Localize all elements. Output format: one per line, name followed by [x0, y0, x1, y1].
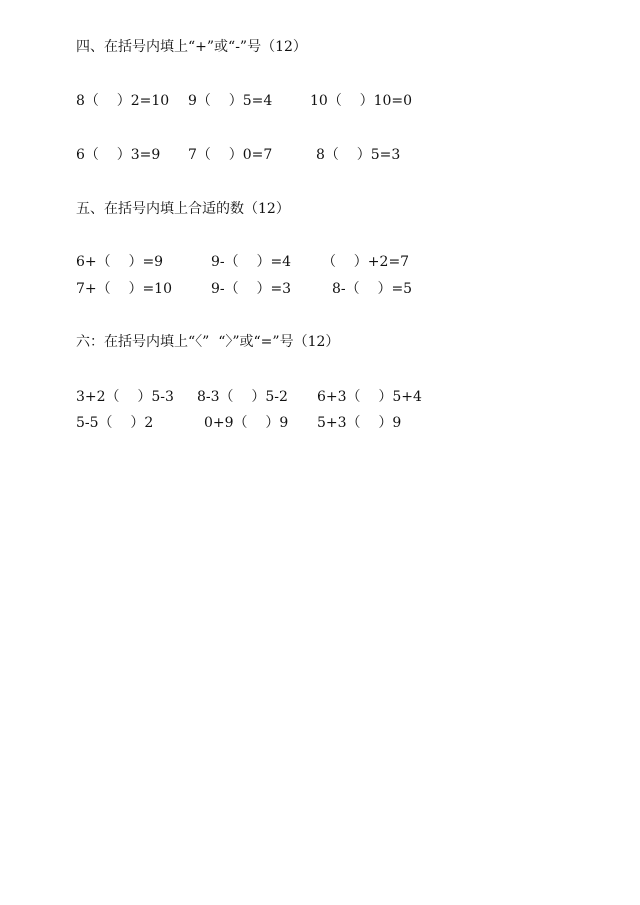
- section-5-problem-4: 7+（ ）=10: [76, 281, 172, 297]
- section-6-problem-1: 3+2（ ）5-3: [76, 389, 174, 405]
- section-5-heading: 五、在括号内填上合适的数（12）: [76, 201, 290, 217]
- section-6-problem-6: 5+3（ ）9: [317, 415, 402, 431]
- section-5-problem-5: 9-（ ）=3: [211, 281, 292, 297]
- section-4-problem-2: 9（ ）5=4: [188, 93, 273, 109]
- section-5-problem-6: 8-（ ）=5: [332, 281, 413, 297]
- section-6-problem-3: 6+3（ ）5+4: [317, 389, 422, 405]
- section-4-heading: 四、在括号内填上“+”或“-”号（12）: [76, 39, 307, 55]
- section-4-problem-3: 10（ ）10=0: [310, 93, 413, 109]
- section-6-problem-4: 5-5（ ）2: [76, 415, 154, 431]
- section-5-problem-3: （ ）+2=7: [322, 254, 410, 270]
- section-6-problem-2: 8-3（ ）5-2: [197, 389, 288, 405]
- section-4-problem-1: 8（ ）2=10: [76, 93, 170, 109]
- section-6-problem-5: 0+9（ ）9: [204, 415, 289, 431]
- section-4-problem-4: 6（ ）3=9: [76, 147, 161, 163]
- section-4-problem-5: 7（ ）0=7: [188, 147, 273, 163]
- section-5-problem-1: 6+（ ）=9: [76, 254, 164, 270]
- section-6-heading: 六：在括号内填上“〈” “〉”或“=”号（12）: [76, 334, 340, 350]
- section-4-problem-6: 8（ ）5=3: [316, 147, 401, 163]
- section-5-problem-2: 9-（ ）=4: [211, 254, 292, 270]
